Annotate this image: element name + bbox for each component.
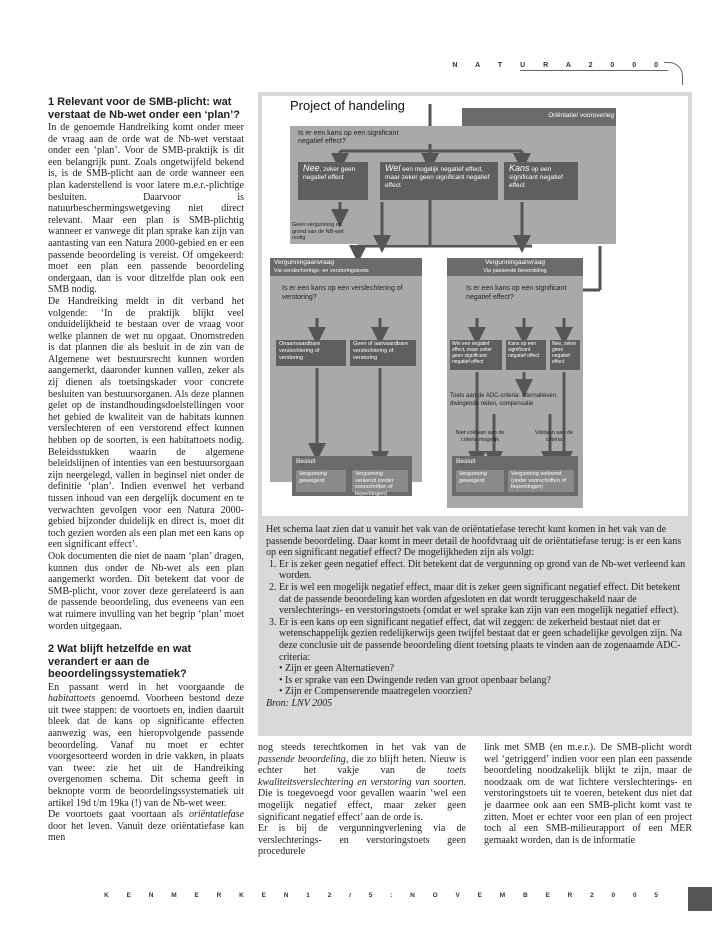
paragraph: Er is bij de vergunningverlening via de verslechterings- en verstoringstoets geen procedurele	[258, 823, 466, 858]
paragraph: link met SMB (en m.e.r.). De SMB-plicht wordt wel ‘getriggerd’ indien voor een plan een passende beoordeling noodzakelijk blijkt te zijn, maar de noodzaak om de wat lichtere verslechterings- en verstoringstoets uit te voeren, betekent dus niet dat je daarmee ook aan een SMB-plicht komt vast te zitten. Moet er echter voor een plan of een project toch al een SMB-milieurapport of een MER gemaakt worden, dan is de informatie	[484, 742, 692, 846]
right-verleend: Vergunning verleend (onder voorschriften of beperkingen)	[508, 470, 574, 492]
middle-column	[258, 742, 466, 858]
geen-vergunning-note: Geen vergunning op grond van de NB-wet nodig	[292, 222, 344, 241]
paragraph: Ook documenten die niet de naam ‘plan’ dragen, kunnen dus onder de Nb-wet als een plan aangemerkt worden. Dit betekent dat voor de SMB-plicht, voor zover deze gerelateerd is aan de passende beoordeling, dus eveneens van een wat ruimere invulling van het begrip ‘plan’ moet worden uitgegaan.	[48, 550, 244, 632]
left-verleend: Vergunning verleend (onder voorschriften of beperkingen)	[352, 470, 408, 492]
kans-box: Kans op een significant negatief effect	[504, 162, 578, 200]
left-column	[48, 96, 244, 844]
voldaan-label: Voldaan aan de criteria	[534, 430, 574, 443]
left-geweigerd: Vergunning geweigerd	[296, 470, 346, 492]
caption-item-1: 1. Er is zeker geen negatief effect. Dit betekent dat de vergunning op grond van de Nb-wet verleend kan worden.	[279, 559, 686, 582]
right-geweigerd: Vergunning geweigerd	[456, 470, 504, 492]
figure-caption	[266, 524, 686, 710]
paragraph: De Handreiking meldt in dit verband het volgende: ‘In de praktijk blijkt veel onduidelijkheid te bestaan over de vraag voor welke plannen de wet nu opgaat. Onomstreden is dat plannen die als besluit in de zin van de Algemene wet bestuursrecht kunnen worden aangemerkt, daaronder kunnen vallen, zeker als zij dienen als toetsingskader voor concrete besluiten van bestuursorganen. Als deze plannen gelet op de instandhoudingsdoelstellingen voor het gebied de kwaliteit van de habitats kunnen verslechteren of een verstorend effect kunnen hebben op de soorten, is een habitattoets nodig. Beleidsstukken waarin de algemene beleidslijnen of intenties van een bestuursorgaan zijn neergelegd, vallen in beginsel niet onder de definitie ‘plan’. Indien evenwel het verband tussen inhoud van een dergelijk document en te verwachten gevolgen voor een Natura 2000-gebied bijzonder duidelijk en direct is, moet dit toch gezien worden als een plan met een kans op een significant effect’.	[48, 295, 244, 551]
right-column	[484, 742, 692, 846]
orientatie-label: Oriëntatie/ vooroverleg	[548, 112, 614, 119]
right-besluit-label: Besluit	[456, 458, 476, 465]
left-answer-2: Geen of aanvaardbare verslechtering of verstoring	[350, 340, 416, 366]
paragraph: De voortoets gaat voortaan als oriëntatiefase door het leven. Vanuit deze oriëntatiefase kan men	[48, 809, 244, 844]
right-answer-3: Nee, zeker geen negatief effect	[550, 340, 580, 370]
question-1: Is er een kans op een significant negatief effect?	[298, 130, 399, 145]
niet-voldaan-label: Niet voldaan aan de criteria mogelijk	[455, 430, 505, 443]
caption-bullet: • Is er sprake van een Dwingende reden van groot openbaar belang?	[279, 674, 551, 686]
right-answer-1: Wel een negatief effect, maar zeker geen significant negatief effect	[450, 340, 502, 370]
paragraph: In de genoemde Handreiking komt onder meer de vraag aan de orde wat de Nb-wet verstaat onder een ‘plan’. Voor de SMB-praktijk is dit een belangrijk punt. Zoals ongetwijfeld bekend is, is de SMB-plicht aan de orde wanneer een plan kaderstellend is voor latere m.e.r.-plichtige besluiten. Daarvoor is natuurbeschermingswetgeving niet direct relevant. Maar een plan is SMB-plichtig wanneer er vanwege dit plan sprake kan zijn van aantasting van een Natura 2000-gebied en er een passende beoordeling is vereist. Of omgekeerd: moet een plan een passende beoordeling ondergaan, dan is voor ditzelfde plan ook een SMB nodig.	[48, 122, 244, 296]
flowchart-connectors	[262, 96, 688, 516]
right-answer-2: Kans op een significant negatief effect	[506, 340, 546, 370]
left-answer-1: Onaanvaardbare verslechtering of verstoring	[276, 340, 346, 366]
section-heading-2: 2 Wat blijft hetzelfde en wat verandert er aan de beoordelingssystematiek?	[48, 643, 192, 681]
caption-item-3: 3. Er is een kans op een significant negatief effect, dat wil zeggen: de zekerheid bestaat niet dat er wetenschappelijk gezien redelijkerwijs geen twijfel bestaat dat er geen schadelijke gevolgen zijn. Na deze conclusie uit de passende beoordeling dient toetsing plaats te vinden aan de zogenaamde ADC-criteria:	[279, 617, 686, 663]
nee-box: Nee, zeker geen negatief effect	[298, 162, 368, 200]
wel-box: Wel een mogelijk negatief effect, maar zeker geen significant negatief effect	[380, 162, 498, 200]
caption-intro: Het schema laat zien dat u vanuit het vak van de oriëntatiefase terecht kunt komen in het vak van de passende beoordeling. Daar komt in meer detail de hoofdvraag uit de oriëntatiefase terug: is er een kans op een significant negatief effect? De mogelijkheden zijn als volgt:	[266, 524, 682, 559]
page-tab	[688, 887, 712, 911]
header-corner	[664, 62, 683, 85]
flowchart-title: Project of handeling	[290, 98, 405, 113]
left-panel-header: Vergunningaanvraag Via verslecherings- en verstoringstoets	[274, 259, 369, 274]
left-besluit-label: Besluit	[296, 458, 316, 465]
right-panel-header: Vergunningaanvraag Via passende beoordeling	[483, 259, 547, 274]
adc-criteria: Toets aan de ADC-criteria: alternatieven, dwingende reden, compensatie	[450, 393, 558, 407]
section-heading-1: 1 Relevant voor de SMB-plicht: wat verstaat de Nb-wet onder een ‘plan’?	[48, 96, 240, 121]
paragraph: nog steeds terechtkomen in het vak van de passende beoordeling, die zo blijft heten. Nieuw is echter het vakje van de toets kwaliteitsverslechtering en verstoring van soorten. Die is toegevoegd voor gevallen waarin ‘wel een mogelijk negatief effect, maar zeker geen significant negatief effect’ aan de orde is.	[258, 742, 466, 823]
left-question: Is er een kans op een verslechtering of verstoring?	[282, 285, 403, 301]
flowchart	[262, 96, 688, 516]
header-rule	[520, 70, 668, 71]
running-footer: K E N M E R K E N 1 2 / 5 : N O V E M B E R 2 0 0 5	[104, 892, 666, 899]
paragraph: En passant werd in het voorgaande de habitattoets genoemd. Voorheen bestond deze uit twee stappen: de voortoets en, indien daaruit bleek dat de kans op significante effecten aanwezig was, een hieropvolgende passende beoordeling. Vanaf nu moet er echter voorgesorteerd worden in drie vakken, in plaats van twee: zie het uit de Handreiking overgenomen schema. Dit schema geeft in beknopte vorm de beoordelingssystematiek uit artikel 19d t/m 19ka (!) van de Nb-wet weer.	[48, 681, 244, 809]
right-question: Is er een kans op een significant negatief effect?	[466, 285, 567, 301]
running-header: N A T U R A 2 0 0 0	[452, 62, 666, 69]
caption-bullet: • Zijn er geen Alternatieven?	[279, 663, 395, 675]
caption-bullet: • Zijn er Compenserende maatregelen voorzien?	[279, 686, 473, 698]
caption-source: Bron: LNV 2005	[266, 697, 333, 709]
caption-item-2: 2. Er is wel een mogelijk negatief effect, maar dit is zeker geen significant negatief effect. Dit betekent dat de passende beoordeling kan worden afgesloten en dat wordt teruggeschakeld naar de verslechterings- en verstoringstoets (omdat er wel sprake kan zijn van een mogelijk negatief effect).	[279, 582, 686, 617]
